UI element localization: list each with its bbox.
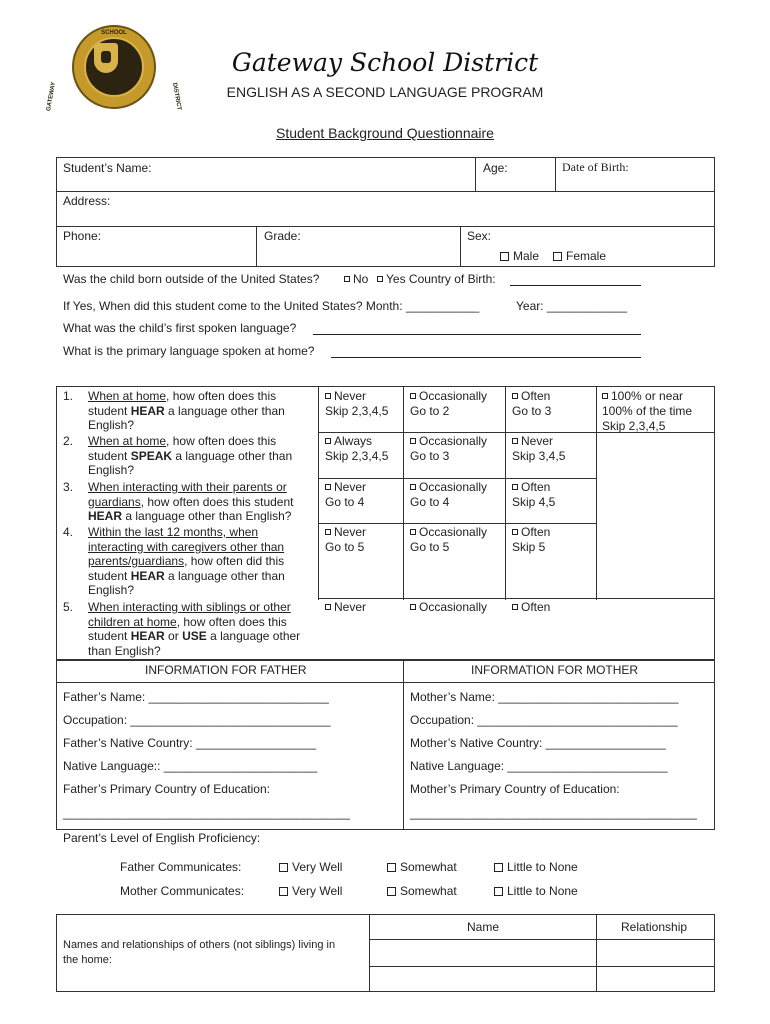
primary-language-line[interactable] [331,357,641,358]
mother-info-header: INFORMATION FOR MOTHER [471,663,639,677]
sex-label: Sex: [467,229,492,243]
born-outside-no-checkbox[interactable]: No [344,272,368,286]
question-text: When at home, how often does this student SPEAK a language other than English? [88,434,293,477]
answer-option-checkbox[interactable]: Often [512,600,550,615]
program-subtitle: ENGLISH AS A SECOND LANGUAGE PROGRAM [226,84,544,100]
other-name-cell-2[interactable] [371,968,595,991]
checkbox-icon [410,484,416,490]
answer-option-checkbox[interactable]: Occasionally Go to 5 [410,525,488,554]
question-number: 2. [63,434,74,448]
question-number: 5. [63,600,74,614]
checkbox-icon [325,484,331,490]
father-info-header: INFORMATION FOR FATHER [145,663,307,677]
born-outside-yes-checkbox[interactable]: Yes Country of Birth: [377,272,496,286]
arrival-month-field[interactable]: If Yes, When did this student come to the United States? Month: ___________ [63,299,480,313]
others-description: Names and relationships of others (not siblings) living in the home: [63,939,336,966]
checkbox-icon [279,887,288,896]
dob-field[interactable]: Date of Birth: [562,160,629,174]
answer-option-checkbox[interactable]: Often Skip 5 [512,525,551,554]
checkbox-icon [500,252,509,261]
checkbox-icon [494,887,503,896]
checkbox-icon [325,604,331,610]
country-of-birth-line[interactable] [510,285,641,286]
answer-option-checkbox[interactable]: Never [325,600,366,615]
checkbox-icon [602,393,608,399]
father-somewhat-checkbox[interactable]: Somewhat [387,860,457,874]
answer-option-checkbox[interactable]: Never Skip 3,4,5 [512,434,566,463]
answer-option-checkbox[interactable]: Often Skip 4,5 [512,480,556,509]
relationship-column-header: Relationship [621,920,688,934]
born-outside-question: Was the child born outside of the United States? [63,272,320,286]
question-number: 3. [63,480,74,494]
checkbox-icon [325,529,331,535]
arrival-year-field[interactable]: Year: ____________ [516,299,627,313]
question-text: When at home, how often does this student HEAR a language other than English? [88,389,285,432]
question-text: When interacting with their parents or guardians, how often does this student HEAR a language other than English? [88,480,294,523]
checkbox-icon [325,393,331,399]
name-column-header: Name [467,920,500,934]
mother-language-field[interactable]: Native Language: ________________________ [410,759,668,773]
answer-option-checkbox[interactable]: Occasionally [410,600,487,615]
answer-option-checkbox[interactable]: 100% or near 100% of the time Skip 2,3,4,5 [602,389,693,433]
checkbox-icon [512,529,518,535]
checkbox-icon [387,887,396,896]
grade-field[interactable]: Grade: [264,229,301,243]
question-number: 1. [63,389,74,403]
father-education-label: Father’s Primary Country of Education: [63,782,270,796]
answer-option-checkbox[interactable]: Never Skip 2,3,4,5 [325,389,389,418]
checkbox-icon [410,529,416,535]
address-field[interactable]: Address: [63,194,111,208]
checkbox-icon [512,393,518,399]
father-little-checkbox[interactable]: Little to None [494,860,578,874]
other-relationship-cell-2[interactable] [598,968,714,991]
checkbox-icon [279,863,288,872]
age-field[interactable]: Age: [483,161,508,175]
checkbox-icon [325,438,331,444]
checkbox-icon [410,438,416,444]
male-checkbox[interactable]: Male [500,249,539,263]
father-occupation-field[interactable]: Occupation: ______________________________ [63,713,331,727]
answer-option-checkbox[interactable]: Occasionally Go to 3 [410,434,488,463]
proficiency-heading: Parent’s Level of English Proficiency: [63,831,261,845]
answer-option-checkbox[interactable]: Often Go to 3 [512,389,552,418]
mother-occupation-field[interactable]: Occupation: ______________________________ [410,713,678,727]
form-title: Student Background Questionnaire [276,125,494,141]
phone-field[interactable]: Phone: [63,229,102,243]
first-language-question: What was the child’s first spoken language? [63,321,297,335]
mother-somewhat-checkbox[interactable]: Somewhat [387,884,457,898]
checkbox-icon [494,863,503,872]
district-title: Gateway School District [231,48,539,77]
checkbox-icon [344,276,350,282]
other-relationship-cell-1[interactable] [598,941,714,965]
father-very-well-checkbox[interactable]: Very Well [279,860,342,874]
father-communicates-label: Father Communicates: [120,860,242,874]
father-country-field[interactable]: Father’s Native Country: __________________ [63,736,317,750]
mother-education-label: Mother’s Primary Country of Education: [410,782,620,796]
answer-option-checkbox[interactable]: Never Go to 4 [325,480,367,509]
primary-language-question: What is the primary language spoken at home? [63,344,315,358]
first-language-line[interactable] [313,334,641,335]
mother-very-well-checkbox[interactable]: Very Well [279,884,342,898]
student-name-field[interactable]: Student’s Name: [63,161,152,175]
mother-communicates-label: Mother Communicates: [120,884,245,898]
checkbox-icon [512,438,518,444]
answer-option-checkbox[interactable]: Occasionally Go to 2 [410,389,488,418]
checkbox-icon [512,604,518,610]
checkbox-icon [410,604,416,610]
father-language-field[interactable]: Native Language:: _______________________ [63,759,318,773]
answer-option-checkbox[interactable]: Never Go to 5 [325,525,367,554]
question-text: Within the last 12 months, when interacting with caregivers other than parents/guardians, how often did this student HEAR a language other than English? [88,525,285,597]
father-education-line[interactable]: ___________________________________________ [63,806,350,820]
mother-education-line[interactable]: ___________________________________________ [410,806,697,820]
checkbox-icon [377,276,383,282]
father-name-field[interactable]: Father’s Name: ___________________________ [63,690,329,704]
answer-option-checkbox[interactable]: Always Skip 2,3,4,5 [325,434,389,463]
mother-country-field[interactable]: Mother’s Native Country: __________________ [410,736,666,750]
other-name-cell-1[interactable] [371,941,595,965]
female-checkbox[interactable]: Female [553,249,606,263]
question-number: 4. [63,525,74,539]
checkbox-icon [553,252,562,261]
mother-little-checkbox[interactable]: Little to None [494,884,578,898]
question-text: When interacting with siblings or other children at home, how often does this student HEAR or USE a language other than English? [88,600,301,658]
checkbox-icon [410,393,416,399]
answer-option-checkbox[interactable]: Occasionally Go to 4 [410,480,488,509]
checkbox-icon [387,863,396,872]
district-seal-logo: SCHOOL GATEWAY DISTRICT [72,25,156,109]
mother-name-field[interactable]: Mother’s Name: ___________________________ [410,690,679,704]
checkbox-icon [512,484,518,490]
